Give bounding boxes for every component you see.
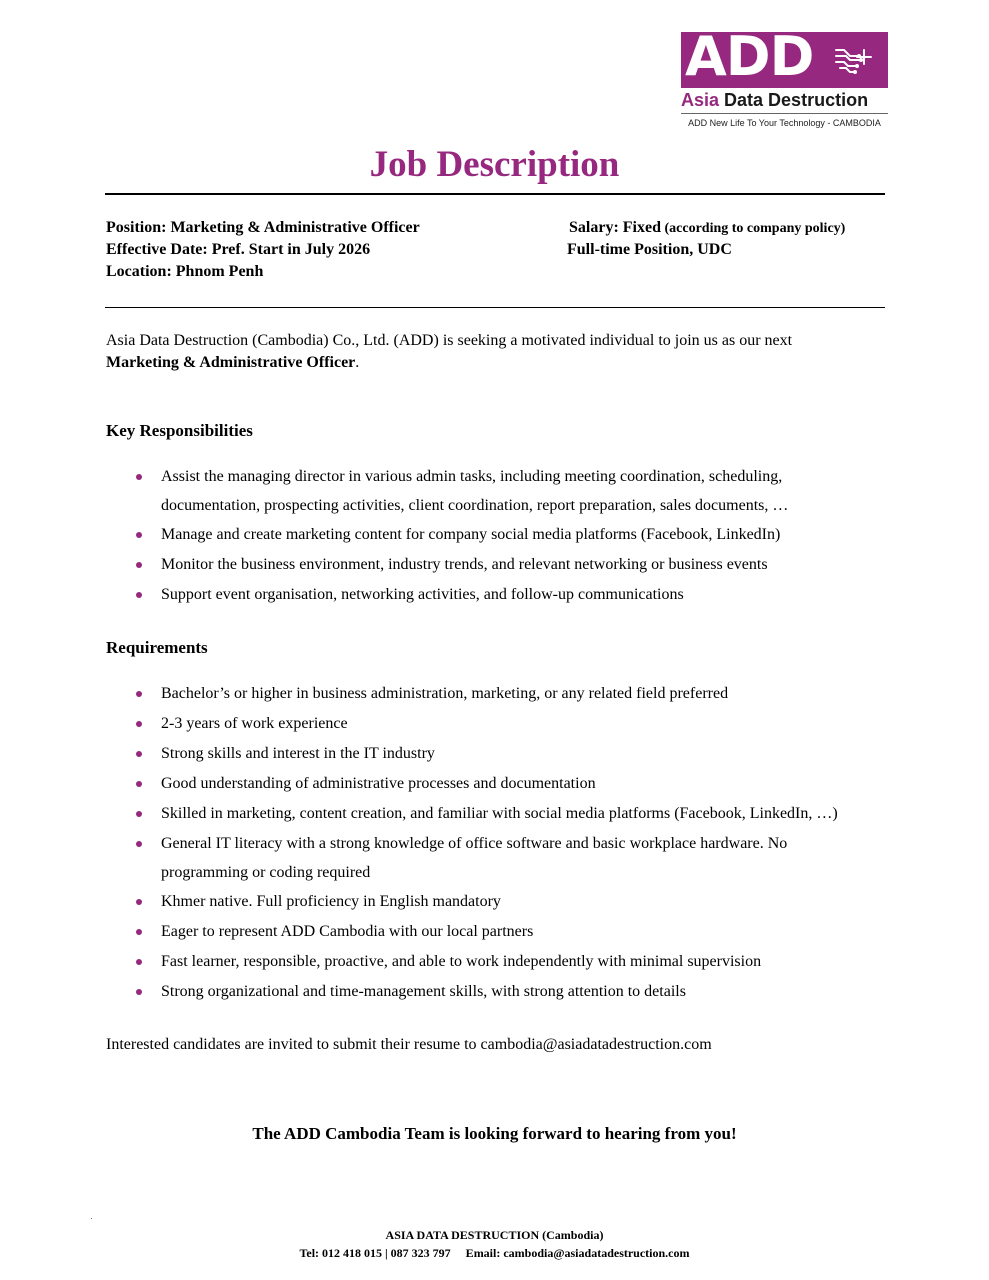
requirements-list <box>106 679 886 1007</box>
requirement-item: Good understanding of administrative processes and documentation <box>106 769 886 799</box>
responsibilities-heading: Key Responsibilities <box>106 421 253 440</box>
requirement-item: Khmer native. Full proficiency in English mandatory <box>106 887 886 917</box>
responsibility-item: Monitor the business environment, industry trends, and relevant networking or business events <box>106 550 886 580</box>
effective-date-field: Effective Date: Pref. Start in July 2026 <box>106 241 371 258</box>
logo-wordmark: ADD <box>685 25 814 88</box>
footer-contact: Tel: 012 418 015 | 087 323 797 Email: cambodia@asiadatadestruction.com <box>299 1246 690 1260</box>
header-divider <box>105 307 885 308</box>
requirement-item: Bachelor’s or higher in business administration, marketing, or any related field preferred <box>106 679 886 709</box>
intro-role-line: Marketing & Administrative Officer. <box>106 354 360 371</box>
logo-company-name: Asia Data Destruction <box>681 90 869 110</box>
logo-tagline: ADD New Life To Your Technology - CAMBODIA <box>688 118 881 128</box>
responsibilities-list <box>106 462 886 610</box>
page-title: Job Description <box>369 144 620 185</box>
title-divider <box>105 193 885 195</box>
requirement-item: Strong organizational and time-management skills, with strong attention to details <box>106 977 886 1007</box>
responsibility-item: Manage and create marketing content for company social media platforms (Facebook, LinkedIn) <box>106 520 886 550</box>
requirements-heading: Requirements <box>106 638 208 657</box>
logo-divider <box>681 113 888 114</box>
intro-role: Marketing & Administrative Officer <box>106 354 356 371</box>
apply-instructions: Interested candidates are invited to submit their resume to cambodia@asiadatadestruction.com <box>106 1036 712 1053</box>
location-field: Location: Phnom Penh <box>106 263 264 280</box>
employment-type-field: Full-time Position, UDC <box>567 241 732 258</box>
position-field: Position: Marketing & Administrative Officer <box>106 219 420 236</box>
requirement-item: Skilled in marketing, content creation, and familiar with social media platforms (Facebook, LinkedIn, …) <box>106 799 886 829</box>
requirement-item: Fast learner, responsible, proactive, and able to work independently with minimal supervision <box>106 947 886 977</box>
intro-line: Asia Data Destruction (Cambodia) Co., Ltd. (ADD) is seeking a motivated individual to join us as our next <box>106 332 793 349</box>
requirement-item: Strong skills and interest in the IT industry <box>106 739 886 769</box>
requirement-item: Eager to represent ADD Cambodia with our local partners <box>106 917 886 947</box>
salary-field: Salary: Fixed (according to company policy) <box>569 219 846 236</box>
stray-mark <box>91 1218 92 1219</box>
closing-statement: The ADD Cambodia Team is looking forward to hearing from you! <box>252 1124 737 1143</box>
footer-company: ASIA DATA DESTRUCTION (Cambodia) <box>385 1228 604 1242</box>
responsibility-item: Assist the managing director in various admin tasks, including meeting coordination, scheduling, documentation, prospecting activities, client coordination, report preparation, sales documents, … <box>106 462 886 520</box>
circuit-plus-icon <box>834 44 876 76</box>
responsibility-item: Support event organisation, networking activities, and follow-up communications <box>106 580 886 610</box>
requirement-item: General IT literacy with a strong knowledge of office software and basic workplace hardware. No programming or coding required <box>106 829 886 887</box>
requirement-item: 2-3 years of work experience <box>106 709 886 739</box>
